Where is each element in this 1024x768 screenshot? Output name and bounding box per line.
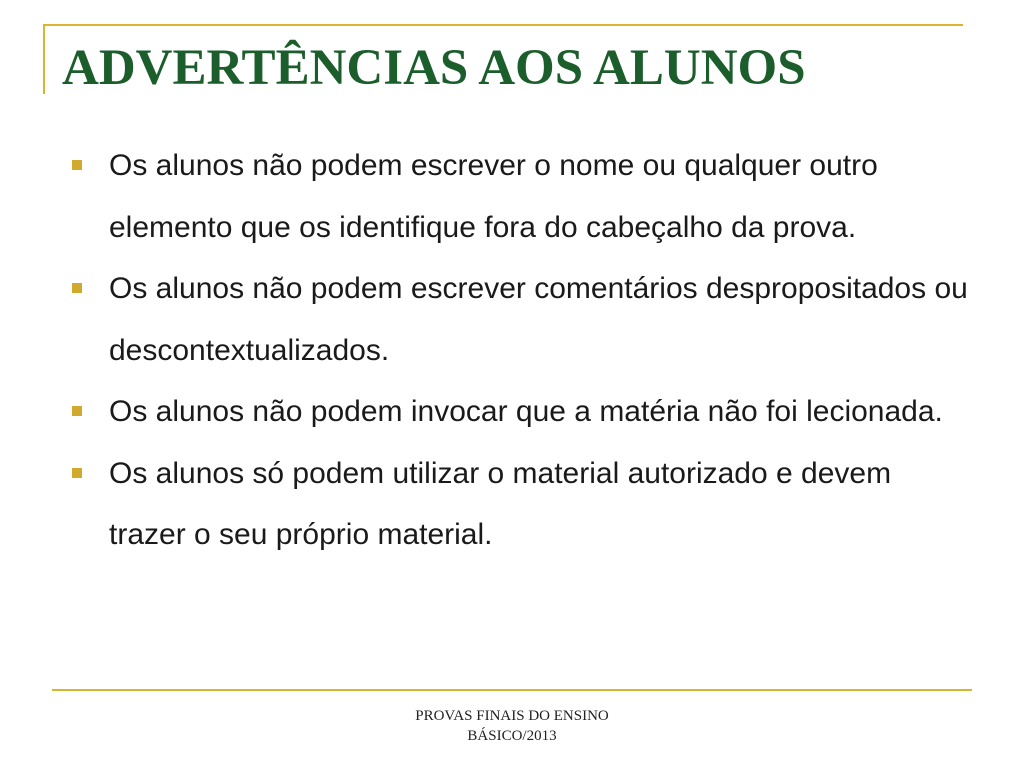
slide-footer: [312, 706, 712, 746]
bullet-text: Os alunos não podem invocar que a matéria não foi lecionada.: [109, 395, 943, 428]
footer-divider: [52, 689, 972, 691]
bullet-item: [72, 135, 972, 258]
title-frame-top-line: [43, 24, 963, 26]
bullet-item: [72, 443, 972, 566]
square-bullet-icon: [72, 406, 82, 416]
bullet-text: Os alunos não podem escrever comentários despropositados ou descontextualizados.: [109, 272, 968, 367]
square-bullet-icon: [72, 160, 82, 170]
footer-line-1: PROVAS FINAIS DO ENSINO: [415, 708, 609, 724]
bullet-item: [72, 258, 972, 381]
footer-line-2: BÁSICO/2013: [467, 728, 557, 744]
bullet-item: [72, 381, 972, 443]
square-bullet-icon: [72, 468, 82, 478]
bullet-text: Os alunos só podem utilizar o material autorizado e devem trazer o seu próprio material.: [109, 456, 892, 551]
square-bullet-icon: [72, 283, 82, 293]
title-frame-left-line: [43, 24, 45, 94]
slide-title: ADVERTÊNCIAS AOS ALUNOS: [62, 40, 806, 96]
bullet-text: Os alunos não podem escrever o nome ou qualquer outro elemento que os identifique fora do cabeçalho da prova.: [109, 149, 878, 244]
bullet-list: [72, 135, 972, 566]
